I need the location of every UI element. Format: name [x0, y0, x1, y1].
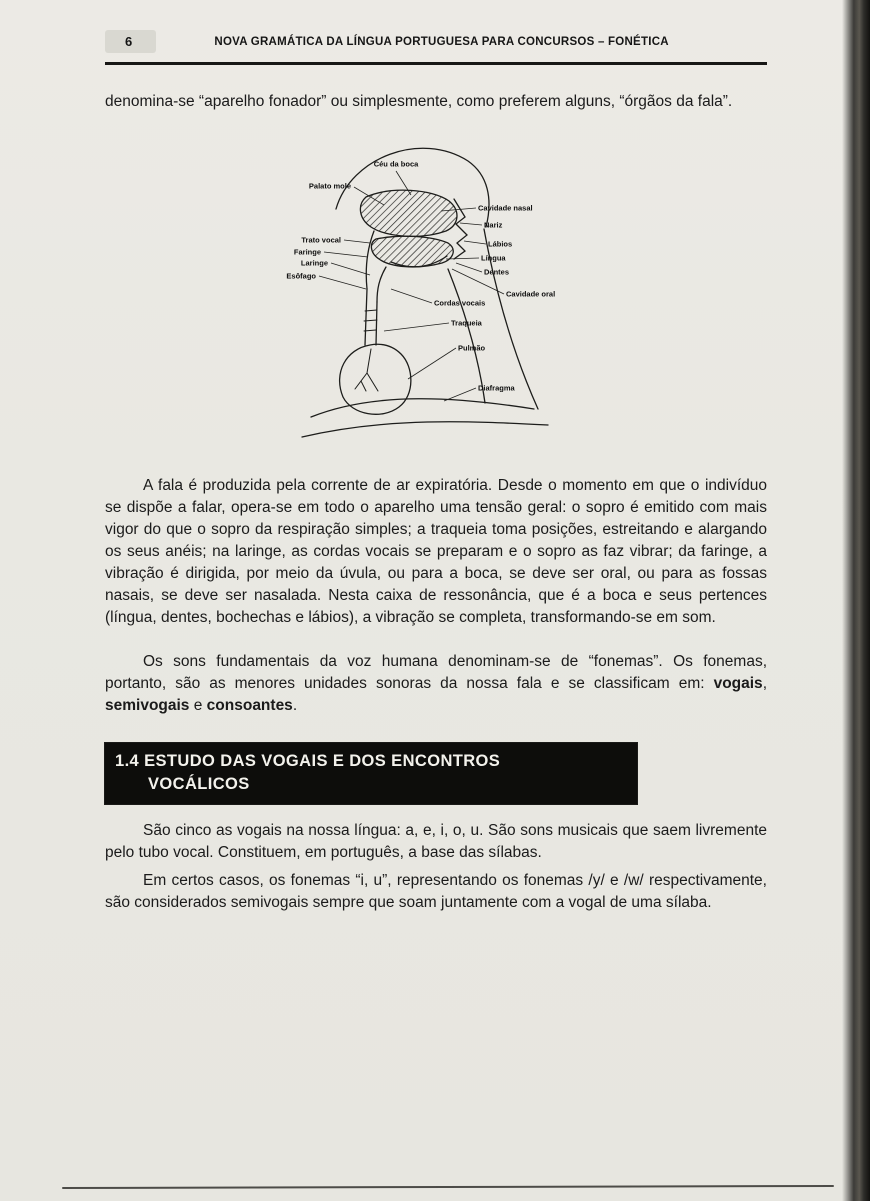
diagram-label-laringe: Laringe — [300, 258, 328, 267]
bold-vogais: vogais — [713, 674, 763, 692]
trachea-left — [365, 289, 367, 345]
diagram-label-trato-vocal: Trato vocal — [301, 235, 341, 244]
fonemas-sep2: e — [189, 696, 207, 714]
bronchi-lines — [355, 349, 378, 391]
diagram-label-cordas-vocais: Cordas vocais — [434, 298, 486, 307]
diagram-label-palato-mole: Palato mole — [308, 181, 351, 190]
scan-edge-artifact — [842, 0, 870, 1201]
diagram-label-cavidade-oral: Cavidade oral — [506, 289, 556, 298]
palate-hatched — [371, 236, 453, 267]
paragraph-fala: A fala é produzida pela corrente de ar expiratória. Desde o momento em que o indivíduo se dispõe a falar, opera-se em todo o aparelho uma tensão geral: o sopro é emitido com mais vigor do que o sopro da respiração simples; a traqueia toma posições, estreitando e alargando os seus anéis; na laringe, as cordas vocais se preparam e o sopro as faz vibrar; da faringe, a vibração é dirigida, por meio da úvula, ou para a boca, se deve ser oral, ou para as fossas nasais, se deve ser nasalada. Nesta caixa de ressonância, que é a boca e seus pertences (língua, dentes, bochechas e lábios), a vibração se completa, transformando-se em som. — [105, 476, 767, 626]
section-heading-1-4 — [105, 743, 637, 804]
page-content — [105, 30, 767, 914]
bold-consoantes: consoantes — [206, 696, 293, 714]
running-head-title: NOVA GRAMÁTICA DA LÍNGUA PORTUGUESA PARA CONCURSOS – FONÉTICA — [214, 35, 669, 48]
diagram-label-pulmao: Pulmão — [458, 343, 486, 352]
paragraph-intro: denomina-se “aparelho fonador” ou simplesmente, como preferem alguns, “órgãos da fala”. — [105, 92, 733, 110]
fonemas-text: Os sons fundamentais da voz humana denominam-se de “fonemas”. Os fonemas, portanto, são as menores unidades sonoras da nossa fala e se classificam em: — [105, 652, 767, 692]
vocal-apparatus-figure — [216, 139, 656, 441]
paragraph-vogais: São cinco as vogais na nossa língua: a, e, i, o, u. São sons musicais que saem livremente pelo tubo vocal. Constituem, em português, a base das sílabas. — [105, 821, 767, 861]
diagram-label-cavidade-nasal: Cavidade nasal — [478, 203, 533, 212]
diagram-label-lingua: Língua — [481, 253, 506, 262]
vocal-apparatus-diagram — [216, 139, 656, 441]
diagram-label-faringe: Faringe — [293, 247, 321, 256]
esophagus-line — [377, 267, 386, 302]
diagram-label-labios: Lábios — [488, 239, 513, 248]
header-rule — [105, 62, 767, 65]
scan-bottom-line-artifact — [62, 1185, 834, 1189]
paragraph-fonemas — [105, 651, 767, 717]
diagram-label-esofago: Esôfago — [286, 271, 316, 280]
face-profile — [454, 199, 467, 259]
diaphragm-line — [311, 398, 534, 416]
diagram-label-dentes: Dentes — [484, 267, 510, 276]
trachea-right — [376, 302, 377, 345]
diagram-label-diafragma: Diafragma — [478, 383, 515, 392]
diagram-label-ceu-da-boca: Céu da boca — [373, 159, 419, 168]
pharynx-line — [366, 231, 374, 289]
bold-semivogais: semivogais — [105, 696, 190, 714]
fonemas-sep1: , — [762, 674, 767, 692]
nasal-cavity-hatched — [360, 190, 457, 236]
fonemas-end: . — [292, 696, 298, 714]
section-heading-line2: VOCÁLICOS — [148, 774, 250, 793]
page-header — [105, 30, 767, 53]
page-number: 6 — [105, 30, 156, 53]
diagram-label-traqueia: Traqueia — [451, 318, 482, 327]
body-bottom-line — [302, 421, 548, 436]
diagram-label-nariz: Nariz — [484, 220, 503, 229]
paragraph-semivogais: Em certos casos, os fonemas “i, u”, representando os fonemas /y/ e /w/ respectivamente, são considerados semivogais sempre que soam juntamente com a vogal de uma sílaba. — [105, 871, 767, 911]
lung-outline — [340, 344, 411, 414]
section-heading-line1: 1.4 ESTUDO DAS VOGAIS E DOS ENCONTROS — [115, 751, 501, 770]
